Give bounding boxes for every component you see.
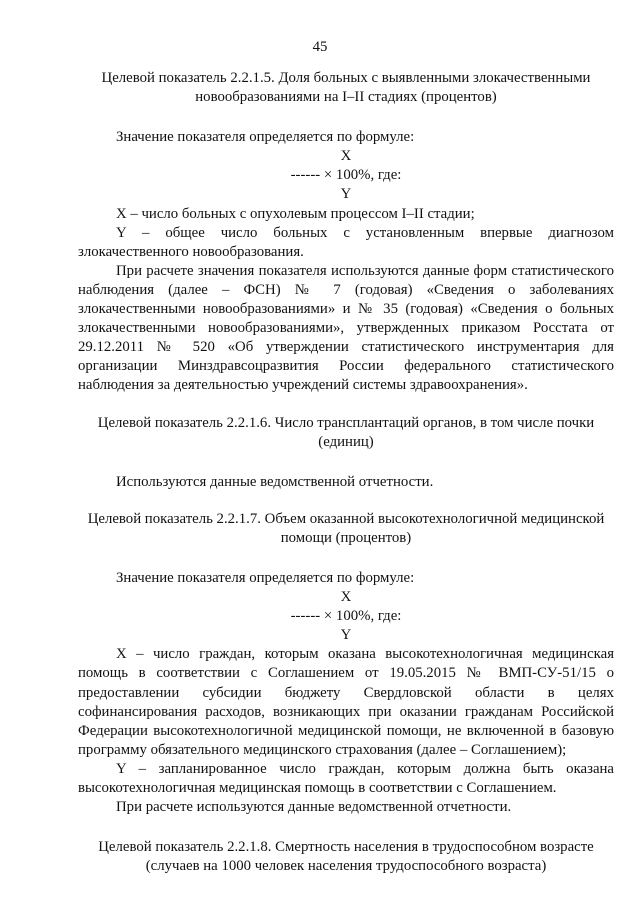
section-indicator-2-2-1-6 — [78, 414, 614, 492]
section-heading: Целевой показатель 2.2.1.6. Число трансплантаций органов, в том числе почки (единиц) — [97, 414, 595, 450]
section-heading: Целевой показатель 2.2.1.5. Доля больных с выявленными злокачественными новообразованиями на I–II стадиях (процентов) — [101, 70, 591, 106]
formula-intro: Значение показателя определяется по формуле: — [116, 569, 415, 586]
section-indicator-2-2-1-7 — [78, 510, 614, 817]
section-indicator-2-2-1-8 — [78, 838, 614, 876]
formula-intro: Значение показателя определяется по формуле: — [116, 129, 415, 146]
definition-x: X – число больных с опухолевым процессом I–II стадии; — [116, 205, 475, 222]
formula-numerator: X — [340, 589, 352, 606]
formula-denominator: Y — [340, 627, 352, 644]
definition-x: X – число граждан, которым оказана высокотехнологичная медицинская помощь в соответствии с Соглашением от 19.05.2015 № ВМП-СУ-51/15 о предоставлении субсидии бюджету Свердловской области в целях софинансирования расходов, возникающих при оказании гражданам Российской Федерации высокотехнологичной медицинской помощи, не включенной в базовую программу обязательного медицинского страхования (далее – Соглашением); — [78, 646, 614, 758]
formula-fraction-line: ------ × 100%, где: — [290, 167, 402, 184]
section-indicator-2-2-1-5 — [78, 69, 614, 396]
data-source-note: При расчете значения показателя используются данные форм статистического наблюдения (далее – ФСН) № 7 (годовая) «Сведения о заболеваниях злокачественными новообразованиями» и № 35 (годовая) «Сведения о больных злокачественными новообразованиями», утвержденных приказом Росстата от 29.12.2011 № 520 «Об утверждении статистического инструментария для организации Минздравсоцразвития России федерального статистического наблюдения за деятельностью учреждений системы здравоохранения». — [78, 262, 614, 394]
definition-y: Y – запланированное число граждан, которым должна быть оказана высокотехнологичная медицинская помощь в соответствии с Соглашением. — [78, 760, 614, 796]
formula — [78, 147, 614, 204]
section-heading: Целевой показатель 2.2.1.8. Смертность населения в трудоспособном возрасте (случаев на 1000 человек населения трудоспособного возраста) — [98, 839, 594, 875]
data-source-note: При расчете используются данные ведомственной отчетности. — [116, 799, 512, 816]
formula-numerator: X — [340, 148, 352, 165]
formula — [78, 588, 614, 645]
section-heading: Целевой показатель 2.2.1.7. Объем оказанной высокотехнологичной медицинской помощи (процентов) — [87, 510, 605, 546]
formula-fraction-line: ------ × 100%, где: — [290, 608, 402, 625]
data-source-note: Используются данные ведомственной отчетности. — [116, 473, 434, 490]
definition-y: Y – общее число больных с установленным впервые диагнозом злокачественного новообразования. — [78, 224, 614, 260]
formula-denominator: Y — [340, 186, 352, 203]
page-number: 45 — [312, 39, 328, 55]
document-body — [78, 69, 614, 876]
